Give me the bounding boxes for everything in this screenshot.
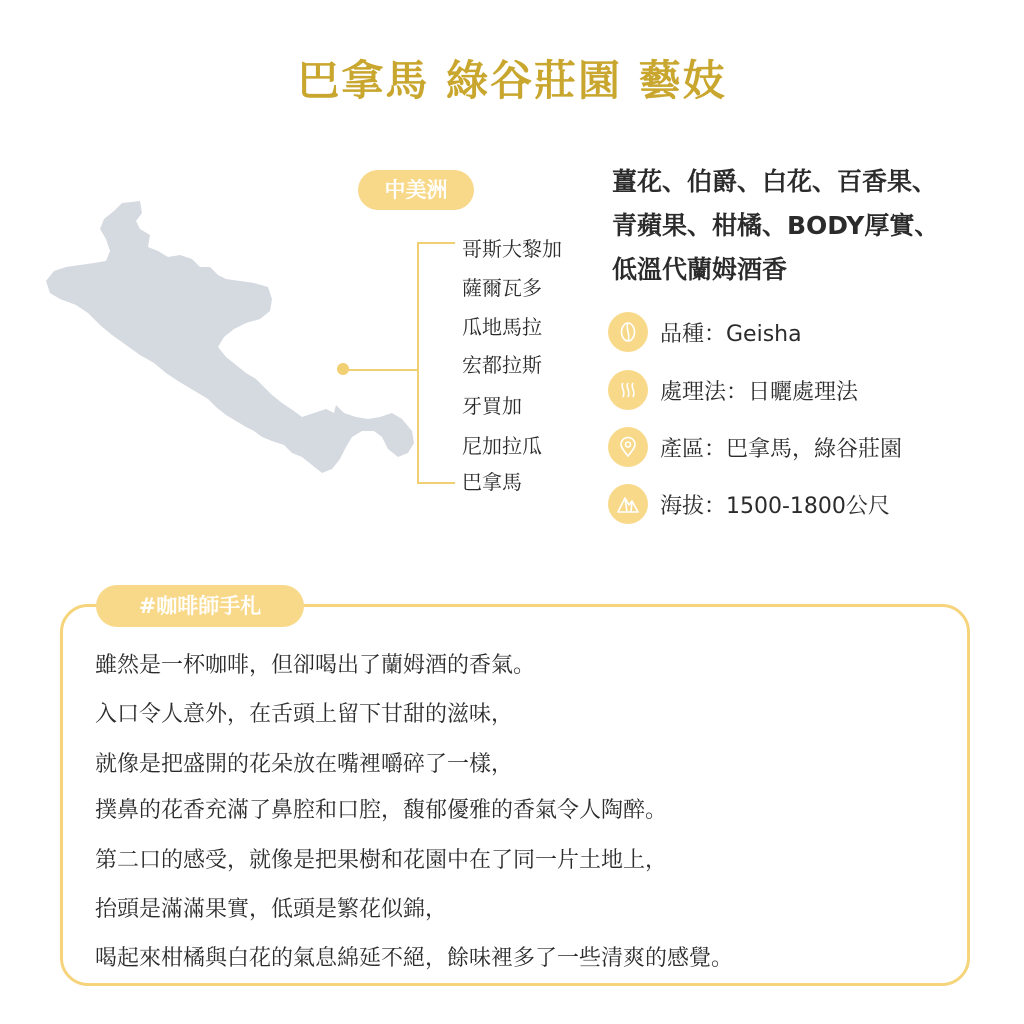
country-item: 尼加拉瓜 [462,434,542,458]
info-region [608,427,902,467]
country-item: 巴拿馬 [462,470,522,494]
map-connector-line [344,369,417,371]
process-wave-icon [608,370,648,410]
page-title: 巴拿馬 綠谷莊園 藝妓 [297,56,727,105]
mountain-icon [608,484,648,524]
info-text: 產區：巴拿馬，綠谷莊園 [660,436,903,462]
country-item: 牙買加 [462,394,522,418]
notes-line: 雖然是一杯咖啡，但卻喝出了蘭姆酒的香氣。 [95,653,536,678]
info-altitude [608,484,890,524]
flavor-line: 青蘋果、柑橘、BODY厚實、 [612,211,940,240]
coffee-bean-icon [608,312,648,352]
country-bracket [417,242,419,484]
flavor-notes [612,160,992,292]
flavor-line: 薑花、伯爵、白花、百香果、 [612,167,938,196]
info-text: 品種：Geisha [660,321,802,347]
barista-notes-tag: #咖啡師手札 [96,585,304,627]
info-process [608,370,858,410]
notes-line: 第二口的感受，就像是把果樹和花園中在了同一片土地上， [95,848,668,873]
bracket-tick [417,242,455,244]
info-variety [608,312,802,352]
country-item: 哥斯大黎加 [462,237,562,261]
notes-line: 就像是把盛開的花朵放在嘴裡嚼碎了一樣， [95,752,514,777]
flavor-line: 低溫代蘭姆酒香 [612,255,788,284]
bracket-tick [417,482,455,484]
country-item: 瓜地馬拉 [462,315,542,339]
country-item: 薩爾瓦多 [462,276,542,300]
info-text: 處理法：日曬處理法 [660,379,859,405]
info-text: 海拔：1500-1800公尺 [660,493,890,519]
region-badge: 中美洲 [358,170,474,210]
notes-line: 撲鼻的花香充滿了鼻腔和口腔，馥郁優雅的香氣令人陶醉。 [95,798,668,823]
central-america-map [40,195,420,485]
location-pin-icon [608,427,648,467]
notes-line: 抬頭是滿滿果實，低頭是繁花似錦， [95,897,448,922]
country-item: 宏都拉斯 [462,353,542,377]
notes-line: 入口令人意外，在舌頭上留下甘甜的滋味， [95,702,514,727]
notes-line: 喝起來柑橘與白花的氣息綿延不絕，餘味裡多了一些清爽的感覺。 [95,946,734,971]
